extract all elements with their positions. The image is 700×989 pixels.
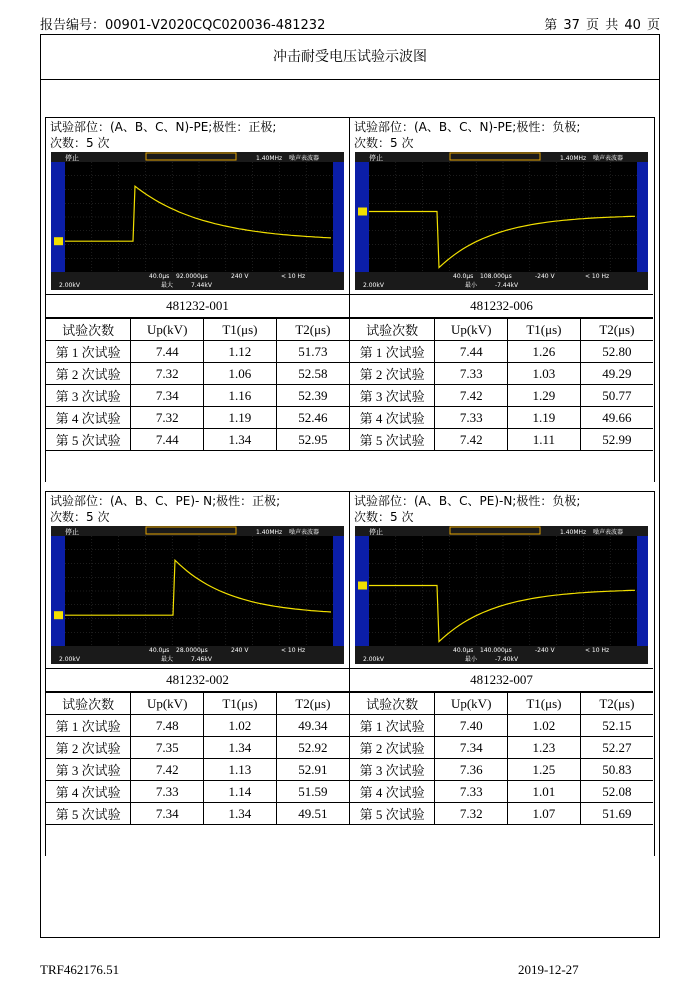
table-cell: 1.06 (204, 363, 277, 385)
table-row (46, 429, 349, 451)
table-cell: 第 2 次试验 (350, 737, 435, 759)
trigger-level-readout: -240 V (535, 273, 555, 280)
table-cell: 第 4 次试验 (46, 407, 131, 429)
table-row (350, 759, 653, 781)
channel-marker (54, 611, 63, 619)
column-header: 试验次数 (46, 319, 131, 341)
column-header: T1(μs) (508, 693, 581, 715)
scope-display (355, 526, 648, 664)
panel-007 (350, 492, 653, 825)
table-cell: 1.25 (508, 759, 581, 781)
table-cell: 7.32 (131, 363, 204, 385)
table-row (350, 407, 653, 429)
table-cell: 第 5 次试验 (46, 429, 131, 451)
table-row (46, 737, 349, 759)
result-table (350, 318, 653, 451)
column-header: 试验次数 (350, 319, 435, 341)
channel-marker (54, 237, 63, 245)
column-header: T1(μs) (508, 319, 581, 341)
channel-scale-readout: 2.00kV (59, 282, 80, 289)
measurement-value: 7.44kV (191, 282, 212, 289)
table-row (46, 407, 349, 429)
channel-scale-readout: 2.00kV (363, 656, 384, 663)
bandwidth-readout: 1.40MHz (256, 155, 283, 162)
delay-readout: 140.000μs (480, 647, 512, 654)
delay-readout: 108.000μs (480, 273, 512, 280)
table-cell: 1.19 (508, 407, 581, 429)
table-cell: 49.29 (580, 363, 653, 385)
test-count-text: 次数：5 次 (354, 510, 414, 524)
sample-code: 481232-001 (46, 294, 349, 318)
table-cell: 第 4 次试验 (350, 781, 435, 803)
table-header-row (350, 319, 653, 341)
page-header (40, 14, 660, 32)
table-cell: 52.92 (276, 737, 349, 759)
result-table (350, 692, 653, 825)
table-row (46, 803, 349, 825)
table-cell: 1.34 (204, 737, 277, 759)
table-cell: 7.35 (131, 737, 204, 759)
test-condition (350, 118, 653, 152)
trigger-status: 停止 (369, 528, 383, 536)
bandwidth-readout: 1.40MHz (560, 155, 587, 162)
table-header-row (350, 693, 653, 715)
table-cell: 第 3 次试验 (350, 385, 435, 407)
mode-readout: 噪声表波器 (289, 155, 320, 162)
table-cell: 52.95 (276, 429, 349, 451)
table-cell: 1.11 (508, 429, 581, 451)
table-row (46, 715, 349, 737)
table-cell: 1.07 (508, 803, 581, 825)
table-header-row (46, 319, 349, 341)
table-cell: 7.42 (435, 429, 508, 451)
test-location-text: 试验部位：(A、B、C、N)-PE;极性：负极; (354, 120, 581, 134)
result-table (46, 692, 349, 825)
table-cell: 7.40 (435, 715, 508, 737)
table-cell: 52.15 (580, 715, 653, 737)
table-cell: 第 2 次试验 (350, 363, 435, 385)
channel-scale-readout: 2.00kV (59, 656, 80, 663)
table-cell: 52.58 (276, 363, 349, 385)
delay-readout: 28.0000μs (176, 647, 208, 654)
test-count-text: 次数：5 次 (50, 136, 110, 150)
table-cell: 1.01 (508, 781, 581, 803)
table-cell: 第 1 次试验 (350, 341, 435, 363)
panel-002 (46, 492, 350, 825)
table-cell: 7.36 (435, 759, 508, 781)
timebase-readout: 40.0μs (149, 647, 170, 654)
table-cell: 7.34 (435, 737, 508, 759)
table-row (46, 385, 349, 407)
report-date: 2019-12-27 (518, 962, 579, 977)
trigger-status: 停止 (65, 154, 79, 162)
table-cell: 51.69 (580, 803, 653, 825)
column-header: T2(μs) (276, 693, 349, 715)
table-cell: 49.66 (580, 407, 653, 429)
frequency-readout: < 10 Hz (585, 647, 610, 654)
table-cell: 1.19 (204, 407, 277, 429)
column-header: T2(μs) (276, 319, 349, 341)
table-cell: 7.44 (131, 429, 204, 451)
table-cell: 1.12 (204, 341, 277, 363)
table-cell: 49.51 (276, 803, 349, 825)
table-cell: 1.26 (508, 341, 581, 363)
channel-marker (358, 582, 367, 590)
table-cell: 第 3 次试验 (350, 759, 435, 781)
column-header: Up(kV) (435, 693, 508, 715)
frequency-readout: < 10 Hz (281, 273, 306, 280)
column-header: T2(μs) (580, 693, 653, 715)
scope-display (355, 152, 648, 290)
scope-display (51, 526, 344, 664)
mode-readout: 噪声表波器 (593, 529, 624, 536)
panel-001 (46, 118, 350, 451)
oscilloscope-screenshot (51, 152, 344, 290)
measurement-label: 最小 (465, 656, 478, 663)
trigger-level-readout: 240 V (231, 647, 249, 654)
table-cell: 52.91 (276, 759, 349, 781)
sample-code: 481232-007 (350, 668, 653, 692)
table-cell: 1.13 (204, 759, 277, 781)
frequency-readout: < 10 Hz (281, 647, 306, 654)
table-cell: 7.33 (131, 781, 204, 803)
bandwidth-readout: 1.40MHz (256, 529, 283, 536)
scope-display (51, 152, 344, 290)
test-location-text: 试验部位：(A、B、C、PE)-N;极性：负极; (354, 494, 581, 508)
oscilloscope-screenshot (51, 526, 344, 664)
table-row (350, 385, 653, 407)
table-cell: 52.08 (580, 781, 653, 803)
table-cell: 第 4 次试验 (46, 781, 131, 803)
table-row (350, 363, 653, 385)
table-cell: 51.73 (276, 341, 349, 363)
table-row (350, 803, 653, 825)
trigger-level-readout: -240 V (535, 647, 555, 654)
oscilloscope-screenshot (355, 152, 648, 290)
table-cell: 第 1 次试验 (350, 715, 435, 737)
table-cell: 1.16 (204, 385, 277, 407)
column-header: Up(kV) (131, 693, 204, 715)
table-cell: 第 4 次试验 (350, 407, 435, 429)
mode-readout: 噪声表波器 (593, 155, 624, 162)
test-condition (46, 492, 349, 526)
timebase-readout: 40.0μs (453, 647, 474, 654)
test-condition (350, 492, 653, 526)
measurement-label: 最大 (161, 282, 174, 289)
table-cell: 1.29 (508, 385, 581, 407)
table-cell: 7.33 (435, 363, 508, 385)
oscilloscope-screenshot (355, 526, 648, 664)
table-cell: 第 5 次试验 (350, 429, 435, 451)
table-row (350, 341, 653, 363)
panel-row-1 (45, 117, 655, 482)
table-cell: 第 2 次试验 (46, 737, 131, 759)
table-cell: 1.03 (508, 363, 581, 385)
frequency-readout: < 10 Hz (585, 273, 610, 280)
table-cell: 1.02 (508, 715, 581, 737)
table-cell: 7.42 (435, 385, 508, 407)
delay-readout: 92.0000μs (176, 273, 208, 280)
measurement-label: 最大 (161, 656, 174, 663)
table-cell: 50.83 (580, 759, 653, 781)
column-header: Up(kV) (435, 319, 508, 341)
result-table (46, 318, 349, 451)
table-cell: 7.44 (131, 341, 204, 363)
table-cell: 1.02 (204, 715, 277, 737)
table-row (46, 363, 349, 385)
table-row (350, 715, 653, 737)
table-cell: 52.99 (580, 429, 653, 451)
measurement-value: -7.44kV (495, 282, 519, 289)
table-cell: 1.23 (508, 737, 581, 759)
measurement-label: 最小 (465, 282, 478, 289)
table-row (46, 341, 349, 363)
report-page (40, 34, 660, 938)
table-row (46, 759, 349, 781)
panel-row-2 (45, 491, 655, 856)
test-count-text: 次数：5 次 (50, 510, 110, 524)
table-cell: 52.27 (580, 737, 653, 759)
trigger-status: 停止 (369, 154, 383, 162)
table-cell: 第 1 次试验 (46, 341, 131, 363)
table-cell: 第 3 次试验 (46, 385, 131, 407)
table-cell: 第 3 次试验 (46, 759, 131, 781)
panel-006 (350, 118, 653, 451)
table-cell: 7.33 (435, 407, 508, 429)
table-cell: 第 5 次试验 (46, 803, 131, 825)
table-header-row (46, 693, 349, 715)
column-header: 试验次数 (46, 693, 131, 715)
sample-code: 481232-006 (350, 294, 653, 318)
table-cell: 第 5 次试验 (350, 803, 435, 825)
bandwidth-readout: 1.40MHz (560, 529, 587, 536)
report-number: 报告编号：00901-V2020CQC020036-481232 (40, 18, 326, 33)
table-cell: 7.34 (131, 803, 204, 825)
trigger-status: 停止 (65, 528, 79, 536)
table-cell: 49.34 (276, 715, 349, 737)
mode-readout: 噪声表波器 (289, 529, 320, 536)
table-cell: 7.42 (131, 759, 204, 781)
table-cell: 52.46 (276, 407, 349, 429)
table-cell: 7.32 (435, 803, 508, 825)
column-header: 试验次数 (350, 693, 435, 715)
test-location-text: 试验部位：(A、B、C、PE)- N;极性：正极; (50, 494, 281, 508)
table-row (46, 781, 349, 803)
page-title: 冲击耐受电压试验示波图 (41, 35, 659, 80)
trigger-level-readout: 240 V (231, 273, 249, 280)
table-cell: 第 1 次试验 (46, 715, 131, 737)
table-cell: 51.59 (276, 781, 349, 803)
column-header: Up(kV) (131, 319, 204, 341)
table-cell: 7.48 (131, 715, 204, 737)
column-header: T1(μs) (204, 693, 277, 715)
table-row (350, 429, 653, 451)
table-cell: 1.34 (204, 429, 277, 451)
table-cell: 52.80 (580, 341, 653, 363)
table-cell: 7.34 (131, 385, 204, 407)
timebase-readout: 40.0μs (453, 273, 474, 280)
timebase-readout: 40.0μs (149, 273, 170, 280)
test-count-text: 次数：5 次 (354, 136, 414, 150)
column-header: T2(μs) (580, 319, 653, 341)
column-header: T1(μs) (204, 319, 277, 341)
channel-scale-readout: 2.00kV (363, 282, 384, 289)
measurement-value: 7.46kV (191, 656, 212, 663)
table-cell: 7.44 (435, 341, 508, 363)
table-cell: 1.34 (204, 803, 277, 825)
table-row (350, 781, 653, 803)
table-cell: 第 2 次试验 (46, 363, 131, 385)
test-condition (46, 118, 349, 152)
table-cell: 50.77 (580, 385, 653, 407)
table-cell: 52.39 (276, 385, 349, 407)
page-indicator: 第 37 页 共 40 页 (544, 18, 660, 33)
measurement-value: -7.40kV (495, 656, 519, 663)
form-number: TRF462176.51 (40, 962, 120, 977)
table-cell: 7.32 (131, 407, 204, 429)
table-cell: 7.33 (435, 781, 508, 803)
test-location-text: 试验部位：(A、B、C、N)-PE;极性：正极; (50, 120, 277, 134)
table-row (350, 737, 653, 759)
sample-code: 481232-002 (46, 668, 349, 692)
channel-marker (358, 208, 367, 216)
table-cell: 1.14 (204, 781, 277, 803)
